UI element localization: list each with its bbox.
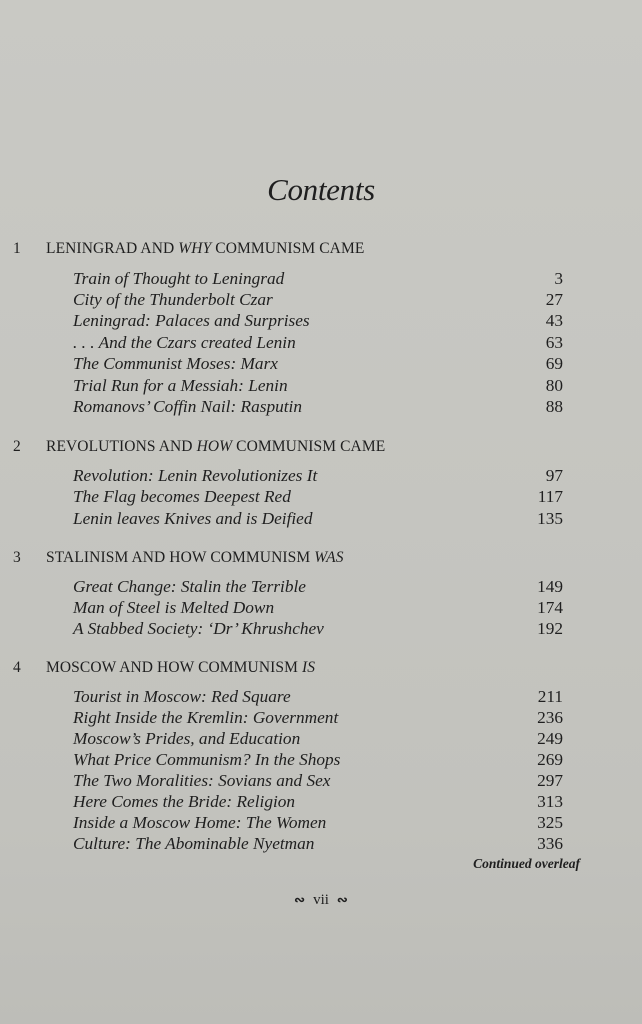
toc-entry[interactable] (73, 310, 563, 331)
part-heading-2 (13, 438, 385, 456)
toc-entry[interactable] (73, 332, 563, 353)
part-heading-text: COMMUNISM CAME (232, 438, 386, 455)
part-heading-text: LENINGRAD AND (46, 240, 179, 257)
toc-entry[interactable] (73, 508, 563, 529)
part-number: 1 (13, 240, 21, 257)
entry-page: 336 (537, 834, 563, 853)
part-number: 4 (13, 659, 21, 676)
toc-entry[interactable] (73, 618, 563, 639)
part-heading-emphasis: IS (302, 659, 316, 676)
entry-title: Revolution: Lenin Revolutionizes It (73, 466, 318, 485)
page-folio (0, 892, 642, 909)
entry-page: 174 (537, 598, 563, 617)
toc-entry[interactable] (73, 375, 563, 396)
entry-page: 211 (537, 687, 563, 706)
entry-page: 69 (545, 354, 563, 373)
entry-title: A Stabbed Society: ‘Dr’ Khrushchev (73, 619, 324, 638)
entry-page: 43 (545, 311, 563, 330)
part-number: 3 (13, 549, 21, 566)
part-heading-emphasis: HOW (196, 438, 233, 455)
entry-page: 27 (545, 290, 563, 309)
toc-entry[interactable] (73, 749, 563, 770)
part-heading-4 (13, 659, 315, 677)
toc-entry[interactable] (73, 465, 563, 486)
entry-page: 192 (537, 619, 563, 638)
entry-title: Train of Thought to Leningrad (73, 269, 285, 288)
part-heading-text: MOSCOW AND HOW COMMUNISM (46, 659, 302, 676)
entry-title: Right Inside the Kremlin: Government (73, 708, 339, 727)
entry-title: City of the Thunderbolt Czar (73, 290, 273, 309)
entry-title: Leningrad: Palaces and Surprises (73, 311, 310, 330)
entry-title: The Two Moralities: Sovians and Sex (73, 771, 331, 790)
entry-page: 236 (537, 708, 563, 727)
entry-title: Romanovs’ Coffin Nail: Rasputin (73, 397, 302, 416)
part-heading-text: REVOLUTIONS AND (46, 438, 197, 455)
toc-entry[interactable] (73, 353, 563, 374)
entry-page: 249 (537, 729, 563, 748)
entry-page: 135 (537, 509, 563, 528)
entry-page: 313 (537, 792, 563, 811)
toc-entry[interactable] (73, 597, 563, 618)
entry-title: Here Comes the Bride: Religion (73, 792, 296, 811)
toc-entry[interactable] (73, 833, 563, 854)
toc-entry[interactable] (73, 486, 563, 507)
entry-title: Culture: The Abominable Nyetman (73, 834, 315, 853)
toc-entry[interactable] (73, 791, 563, 812)
entry-page: 63 (545, 333, 563, 352)
part-heading-emphasis: WAS (314, 549, 344, 566)
entry-title: Trial Run for a Messiah: Lenin (73, 376, 288, 395)
entry-title: . . . And the Czars created Lenin (73, 333, 296, 352)
part-heading-3 (13, 549, 344, 567)
part-number: 2 (13, 438, 21, 455)
entry-page: 269 (537, 750, 563, 769)
toc-entry[interactable] (73, 728, 563, 749)
entry-title: What Price Communism? In the Shops (73, 750, 341, 769)
toc-entry[interactable] (73, 289, 563, 310)
continued-note: Continued overleaf (473, 856, 580, 871)
entry-page: 3 (554, 269, 563, 288)
toc-entry[interactable] (73, 268, 563, 289)
entry-title: Great Change: Stalin the Terrible (73, 577, 306, 596)
toc-entry[interactable] (73, 812, 563, 833)
entry-page: 297 (537, 771, 563, 790)
folio-number: vii (313, 892, 329, 908)
ornament-left-icon: ∾ (294, 892, 306, 907)
entry-title: The Communist Moses: Marx (73, 354, 278, 373)
entry-title: Moscow’s Prides, and Education (73, 729, 301, 748)
entry-page: 88 (545, 397, 563, 416)
entry-title: Tourist in Moscow: Red Square (73, 687, 291, 706)
ornament-right-icon: ∾ (336, 892, 348, 907)
page-title: Contents (267, 172, 375, 207)
toc-entry[interactable] (73, 396, 563, 417)
part-heading-emphasis: WHY (178, 240, 212, 257)
part-heading-text: STALINISM AND HOW COMMUNISM (46, 549, 315, 566)
entry-title: Man of Steel is Melted Down (73, 598, 275, 617)
entry-title: Inside a Moscow Home: The Women (73, 813, 327, 832)
toc-entry[interactable] (73, 707, 563, 728)
entry-page: 325 (537, 813, 563, 832)
entry-page: 80 (545, 376, 563, 395)
entry-page: 117 (537, 487, 563, 506)
toc-entry[interactable] (73, 576, 563, 597)
entry-page: 149 (537, 577, 563, 596)
toc-entry[interactable] (73, 770, 563, 791)
part-heading-1 (13, 240, 364, 258)
entry-title: The Flag becomes Deepest Red (73, 487, 291, 506)
toc-entry[interactable] (73, 686, 563, 707)
part-heading-text: COMMUNISM CAME (211, 240, 365, 257)
entry-page: 97 (545, 466, 563, 485)
entry-title: Lenin leaves Knives and is Deified (73, 509, 313, 528)
